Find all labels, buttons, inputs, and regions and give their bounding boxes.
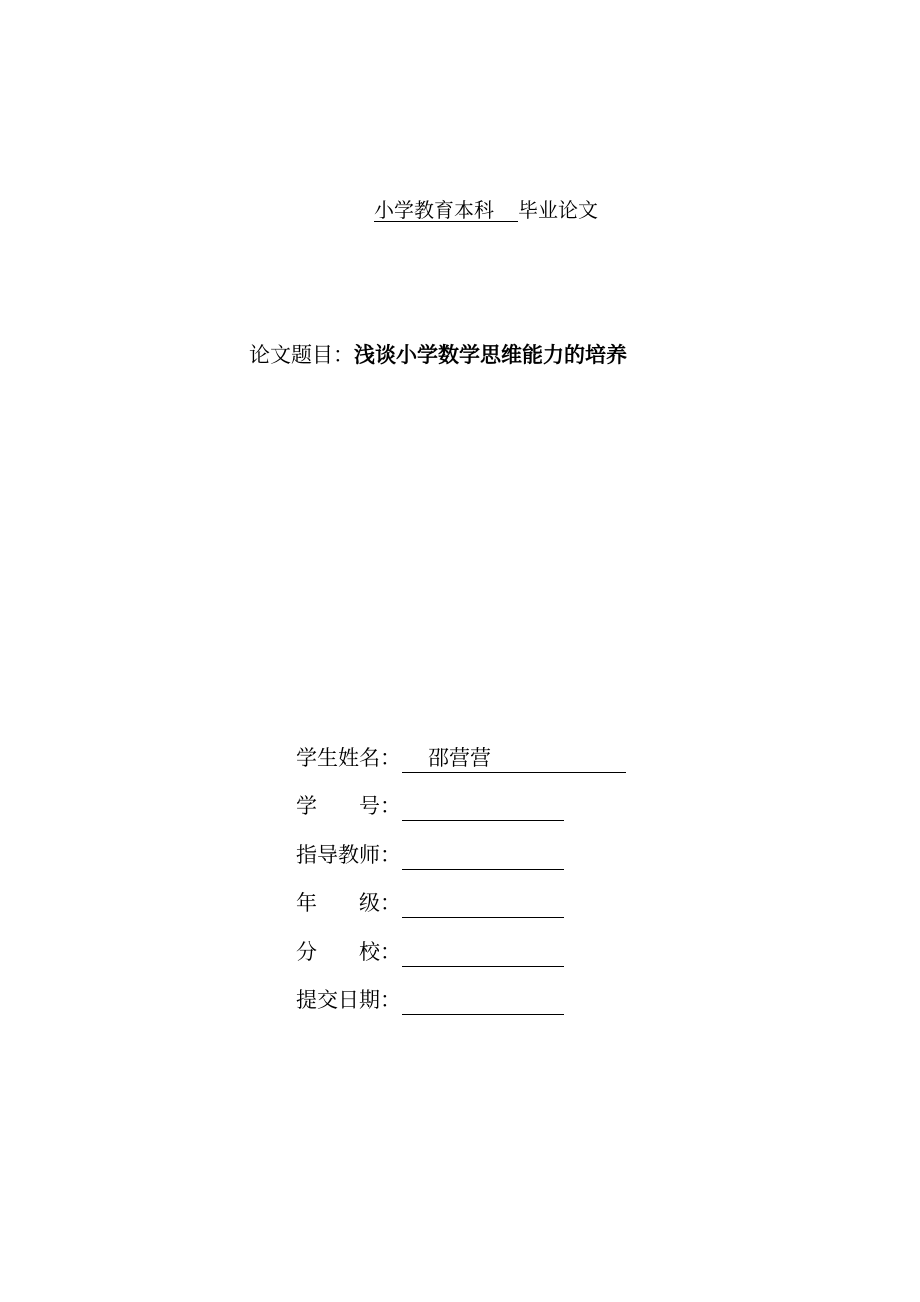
program-heading [374, 196, 598, 224]
student-id-blank [402, 792, 564, 821]
student-info-block [296, 724, 626, 1015]
student-name-blank [402, 744, 626, 773]
advisor-blank [402, 841, 564, 870]
label-char: 生 [317, 745, 338, 770]
label-char: 分 [296, 939, 317, 964]
label-char: 提 [296, 988, 317, 1012]
label-char: 级 [359, 891, 380, 915]
label-char: 师 [359, 842, 380, 867]
field-label [296, 840, 380, 870]
field-colon: ： [380, 745, 401, 770]
label-char: 教 [338, 842, 359, 867]
thesis-title-label: 论文题目： [249, 343, 354, 367]
student-name-value: 邵营营 [428, 745, 491, 770]
label-char: 期 [359, 988, 380, 1012]
field-grade [296, 870, 626, 919]
field-label [296, 791, 380, 821]
field-colon: ： [380, 939, 401, 964]
field-student-id [296, 773, 626, 822]
field-branch-school [296, 918, 626, 967]
label-char: 导 [317, 842, 338, 867]
thesis-title [249, 340, 627, 370]
grade-blank [402, 889, 564, 918]
field-submission-date [296, 967, 626, 1016]
field-student-name [296, 724, 626, 773]
field-colon: ： [380, 891, 401, 915]
label-char: 日 [338, 988, 359, 1012]
field-label [296, 888, 380, 918]
label-char: 姓 [338, 745, 359, 770]
field-colon: ： [380, 794, 401, 818]
label-char: 年 [296, 891, 317, 915]
field-colon: ： [380, 988, 401, 1012]
program-underline-gap [494, 197, 518, 222]
thesis-title-value: 浅谈小学数学思维能力的培养 [354, 343, 627, 367]
field-advisor [296, 821, 626, 870]
field-label [296, 743, 380, 773]
field-colon: ： [380, 842, 401, 867]
field-label [296, 985, 380, 1015]
field-label [296, 937, 380, 967]
label-char: 号 [359, 794, 380, 818]
label-char: 名 [359, 745, 380, 770]
label-char: 交 [317, 988, 338, 1012]
label-char: 学 [296, 745, 317, 770]
program-major: 小学教育本科 [374, 198, 494, 222]
submission-date-blank [402, 986, 564, 1015]
label-char: 指 [296, 842, 317, 867]
branch-school-blank [402, 938, 564, 967]
label-char: 校 [359, 939, 380, 964]
program-suffix: 毕业论文 [518, 198, 598, 222]
label-char: 学 [296, 794, 317, 818]
